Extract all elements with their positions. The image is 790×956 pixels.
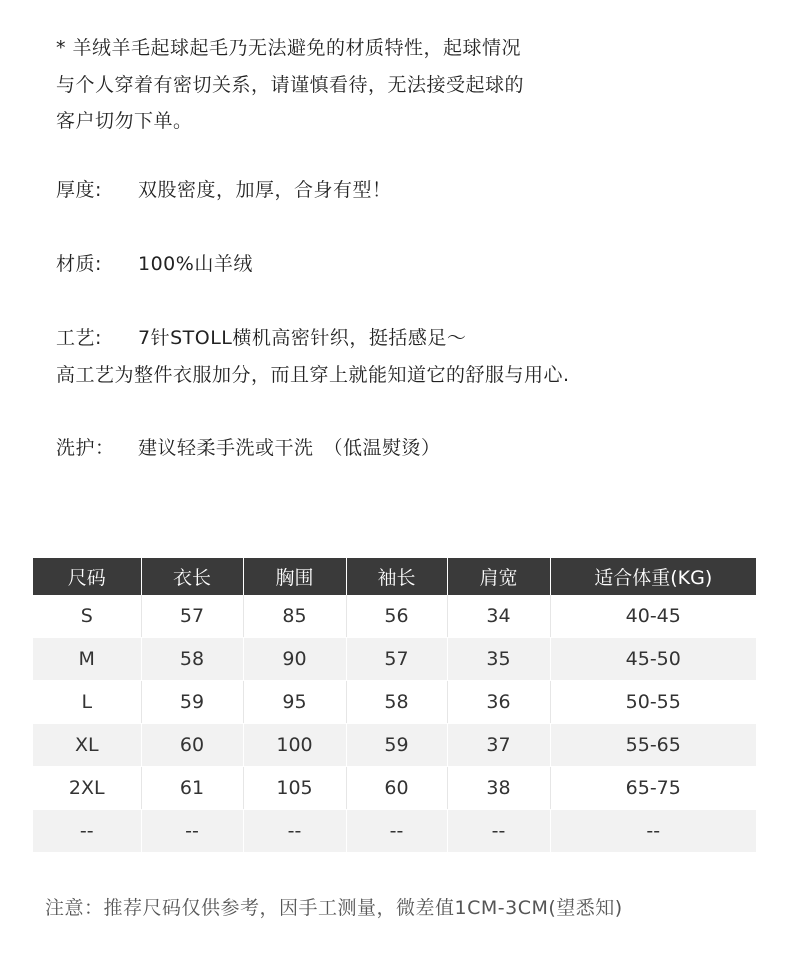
table-cell: 57: [141, 595, 243, 638]
table-cell: --: [346, 810, 447, 853]
table-cell: 65-75: [550, 767, 756, 810]
table-row: [33, 595, 756, 638]
table-cell: 36: [447, 681, 550, 724]
table-row: [33, 681, 756, 724]
table-cell: 34: [447, 595, 550, 638]
table-cell: 60: [141, 724, 243, 767]
notice-line-3: 客户切勿下单。: [56, 110, 193, 132]
table-cell: 56: [346, 595, 447, 638]
table-cell: L: [33, 681, 141, 724]
spec-material: [56, 252, 253, 276]
spec-material-label: 材质:: [56, 253, 102, 275]
table-cell: --: [550, 810, 756, 853]
table-cell: 45-50: [550, 638, 756, 681]
table-cell: --: [33, 810, 141, 853]
spec-care-value: 建议轻柔手洗或干洗 （低温熨烫）: [138, 437, 441, 459]
footnote: 注意：推荐尺码仅供参考，因手工测量，微差值1CM-3CM(望悉知): [45, 897, 623, 919]
table-cell: 61: [141, 767, 243, 810]
spec-craft-value: 7针STOLL横机高密针织，挺括感足～: [138, 327, 467, 349]
table-cell: 57: [346, 638, 447, 681]
spec-craft-label: 工艺:: [56, 327, 102, 349]
notice-line-1: * 羊绒羊毛起球起毛乃无法避免的材质特性，起球情况: [56, 37, 522, 59]
table-cell: 58: [346, 681, 447, 724]
spec-thickness-label: 厚度:: [56, 179, 102, 201]
table-cell: 90: [243, 638, 346, 681]
header-shoulder: 肩宽: [447, 558, 550, 595]
table-cell: XL: [33, 724, 141, 767]
table-cell: 40-45: [550, 595, 756, 638]
table-cell: 35: [447, 638, 550, 681]
spec-craft-extra: 高工艺为整件衣服加分，而且穿上就能知道它的舒服与用心.: [56, 364, 570, 386]
notice-line-2: 与个人穿着有密切关系，请谨慎看待，无法接受起球的: [56, 74, 525, 96]
table-cell: 2XL: [33, 767, 141, 810]
spec-care: [56, 436, 441, 460]
size-table-header: [33, 558, 756, 595]
table-cell: --: [447, 810, 550, 853]
table-cell: 105: [243, 767, 346, 810]
header-chest: 胸围: [243, 558, 346, 595]
table-cell: --: [141, 810, 243, 853]
table-cell: 55-65: [550, 724, 756, 767]
table-row: [33, 767, 756, 810]
spec-thickness: [56, 178, 392, 202]
table-row: [33, 724, 756, 767]
table-cell: 37: [447, 724, 550, 767]
header-sleeve: 袖长: [346, 558, 447, 595]
spec-care-label: 洗护：: [56, 437, 115, 459]
table-cell: 58: [141, 638, 243, 681]
spec-craft: [56, 326, 466, 350]
table-cell: 50-55: [550, 681, 756, 724]
spec-material-value: 100%山羊绒: [138, 253, 253, 275]
table-cell: 59: [141, 681, 243, 724]
table-cell: M: [33, 638, 141, 681]
table-cell: 85: [243, 595, 346, 638]
table-cell: 59: [346, 724, 447, 767]
table-row: [33, 638, 756, 681]
header-weight: 适合体重(KG): [550, 558, 756, 595]
table-cell: --: [243, 810, 346, 853]
header-size: 尺码: [33, 558, 141, 595]
table-cell: 38: [447, 767, 550, 810]
table-row: [33, 810, 756, 853]
table-cell: 60: [346, 767, 447, 810]
table-cell: S: [33, 595, 141, 638]
header-length: 衣长: [141, 558, 243, 595]
size-table: [33, 558, 756, 853]
spec-thickness-value: 双股密度，加厚，合身有型！: [138, 179, 392, 201]
table-cell: 95: [243, 681, 346, 724]
table-cell: 100: [243, 724, 346, 767]
